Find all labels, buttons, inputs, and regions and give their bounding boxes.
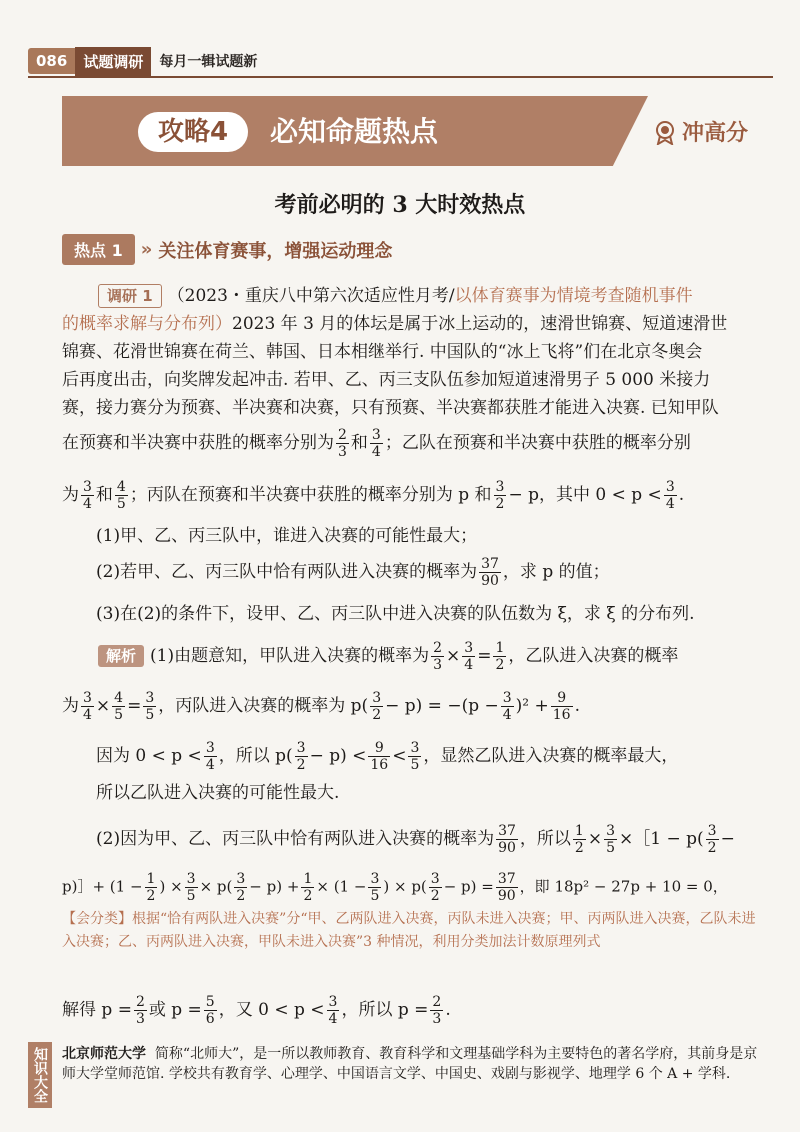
question-line: [62, 427, 691, 460]
page-number: 086: [28, 48, 75, 74]
solution-text: − p) =: [443, 877, 494, 896]
fraction: $\frac{3}{2}$: [430, 871, 440, 904]
solution-text: ，所以 p =: [341, 1000, 429, 1020]
solution-line: [98, 640, 678, 673]
solution-text: × (1 −: [316, 877, 367, 896]
question-text: 为: [62, 485, 79, 505]
knowledge-sidebar-tag: 知识大全: [28, 1042, 52, 1108]
solution-text: 解得 p =: [62, 1000, 132, 1020]
footer-title: 北京师范大学: [62, 1046, 146, 1062]
solution-line: [62, 871, 728, 904]
question-tag: 调研 1: [98, 284, 162, 308]
fraction: $\frac{3}{5}$: [370, 871, 380, 904]
question-text: ；丙队在预赛和半决赛中获胜的概率分别为 p 和: [129, 485, 492, 505]
solution-text: 因为 0 < p <: [96, 746, 202, 766]
question-line: [62, 311, 727, 337]
solution-line: [62, 690, 580, 723]
section-name: 试题调研: [75, 47, 151, 76]
source-text: （2023・重庆八中第六次适应性月考/: [167, 286, 455, 306]
solution-line: [62, 994, 451, 1027]
fraction: $\frac{3}{4}$: [205, 740, 215, 773]
fraction: $\frac{1}{2}$: [146, 871, 156, 904]
chevron-right-icon: »: [140, 239, 153, 260]
fraction: $\frac{3}{5}$: [145, 690, 155, 723]
question-text: − p，其中 0 < p <: [508, 485, 662, 505]
solution-text: .: [445, 1000, 451, 1020]
fraction: $\frac{9}{16}$: [552, 690, 571, 723]
question-text: ，求 p 的值；: [502, 562, 610, 582]
solution-text: − p) = −(p −: [385, 696, 499, 716]
solution-text: ，乙队进入决赛的概率: [508, 646, 679, 666]
fraction: $\frac{9}{16}$: [370, 740, 389, 773]
fraction: $\frac{3}{4}$: [502, 690, 512, 723]
rank-label: [652, 116, 748, 147]
hot-topic-tag: 热点 1: [62, 234, 135, 265]
solution-text: ，显然乙队进入决赛的概率最大，: [423, 746, 679, 766]
fraction: $\frac{3}{4}$: [328, 994, 338, 1027]
solution-text: =: [127, 696, 142, 716]
fraction: $\frac{3}{2}$: [372, 690, 382, 723]
solution-line: [96, 823, 735, 856]
solution-line: 所以乙队进入决赛的可能性最大.: [96, 783, 340, 803]
fraction: $\frac{2}{3}$: [432, 994, 442, 1027]
fraction: $\frac{3}{5}$: [606, 823, 616, 856]
question-line: 赛，接力赛分为预赛、半决赛和决赛，只有预赛、半决赛都获胜才能进入决赛. 已知甲队: [62, 398, 719, 418]
solution-line: [96, 740, 678, 773]
hot-topic-text: 关注体育赛事，增强运动理念: [158, 240, 393, 262]
fraction: $\frac{2}{3}$: [135, 994, 145, 1027]
classification-note: 【会分类】根据“恰有两队进入决赛”分“甲、乙两队进入决赛，丙队未进入决赛；甲、丙两队进入决赛，乙队未进入决赛；乙、丙两队进入决赛，甲队未进入决赛”3 种情况，利用分类加法计数原理列式: [62, 911, 756, 950]
fraction: $\frac{1}{2}$: [495, 640, 505, 673]
solution-text: −: [720, 829, 735, 849]
question-text: 和: [95, 485, 113, 505]
header-subtitle: 每月一辑试题新: [159, 54, 258, 70]
solution-text: ，即 18p² − 27p + 10 = 0，: [519, 877, 728, 896]
fraction: $\frac{1}{2}$: [574, 823, 584, 856]
medal-icon: [652, 119, 678, 145]
source-topic: 的概率求解与分布列）: [62, 314, 232, 334]
solution-text: − p) +: [249, 877, 300, 896]
footer-text: 简称“北师大”，是一所以教师教育、教育科学和文理基础学科为主要特色的著名学府，其前身是京师大学堂师范馆. 学校共有教育学、心理学、中国语言文学、中国史、戏剧与影视学、地理学 6 个 A + 学科.: [62, 1046, 758, 1082]
solution-text: ×: [446, 646, 461, 666]
question-text: 和: [350, 433, 368, 453]
main-title: 考前必明的 3 大时效热点: [274, 192, 526, 218]
question-text: ；乙队在预赛和半决赛中获胜的概率分别: [384, 433, 691, 453]
solution-text: ，所以: [519, 829, 571, 849]
solution-text: ) ×: [159, 877, 183, 896]
question-line: 后再度出击，向奖牌发起冲击. 若甲、乙、丙三支队伍参加短道速滑男子 5 000 米接力: [62, 370, 711, 390]
header-divider: [28, 76, 773, 78]
solution-text: (1)由题意知，甲队进入决赛的概率为: [150, 646, 430, 666]
solution-text: (2)因为甲、乙、丙三队中恰有两队进入决赛的概率为: [96, 829, 495, 849]
fraction: $\frac{1}{2}$: [303, 871, 313, 904]
solution-text: − p) <: [309, 746, 367, 766]
hot-topic-header: [62, 234, 392, 265]
question-text: 在预赛和半决赛中获胜的概率分别为: [62, 433, 334, 453]
footer-note: [62, 1044, 762, 1084]
fraction: $\frac{3}{5}$: [186, 871, 196, 904]
fraction: $\frac{2}{3}$: [338, 427, 347, 460]
solution-text: 为: [62, 696, 79, 716]
banner-title: 必知命题热点: [270, 115, 439, 148]
fraction: $\frac{3}{4}$: [83, 479, 92, 512]
solution-text: × p(: [199, 877, 233, 896]
strategy-badge: 攻略4: [138, 112, 248, 152]
fraction: $\frac{37}{90}$: [498, 823, 516, 856]
source-topic: 以体育赛事为情境考查随机事件: [454, 286, 693, 306]
question-text: .: [678, 485, 685, 505]
question-part-2: [96, 556, 610, 589]
fraction: $\frac{3}{2}$: [296, 740, 306, 773]
solution-text: ) × p(: [383, 877, 427, 896]
solution-text: ×［1 − p(: [619, 829, 704, 849]
question-line: [98, 283, 693, 309]
question-text: 2023 年 3 月的体坛是属于冰上运动的，速滑世锦赛、短道速滑世: [232, 314, 728, 334]
page-header: [28, 46, 257, 76]
fraction: $\frac{3}{2}$: [495, 479, 505, 512]
fraction: $\frac{4}{5}$: [116, 479, 126, 512]
question-part-3: (3)在(2)的条件下，设甲、乙、丙三队中进入决赛的队伍数为 ξ，求 ξ 的分布列.: [96, 604, 695, 624]
solution-text: =: [477, 646, 492, 666]
rank-text: 冲高分: [682, 121, 749, 146]
fraction: $\frac{4}{5}$: [114, 690, 124, 723]
solution-text: )² +: [515, 696, 549, 716]
solution-text: .: [574, 696, 580, 716]
solution-text: ×: [95, 696, 111, 716]
question-line: 锦赛、花滑世锦赛在荷兰、韩国、日本相继举行. 中国队的“冰上飞将”们在北京冬奥会: [62, 342, 703, 362]
fraction: $\frac{37}{90}$: [481, 556, 499, 589]
fraction: $\frac{3}{2}$: [236, 871, 246, 904]
fraction: $\frac{5}{6}$: [205, 994, 215, 1027]
question-text: (2)若甲、乙、丙三队中恰有两队进入决赛的概率为: [96, 562, 478, 582]
fraction: $\frac{2}{3}$: [433, 640, 443, 673]
fraction: $\frac{37}{90}$: [497, 871, 516, 904]
solution-text: ×: [587, 829, 603, 849]
solution-text: ，所以 p(: [218, 746, 293, 766]
solution-text: ，丙队进入决赛的概率为 p(: [158, 696, 369, 716]
fraction: $\frac{3}{4}$: [464, 640, 474, 673]
solution-text: <: [392, 746, 407, 766]
solution-tag: 解析: [98, 645, 144, 667]
fraction: $\frac{3}{2}$: [707, 823, 717, 856]
solution-text: 或 p =: [148, 1000, 202, 1020]
fraction: $\frac{3}{5}$: [410, 740, 420, 773]
question-line: [62, 479, 684, 512]
solution-text: ，又 0 < p <: [218, 1000, 325, 1020]
fraction: $\frac{3}{4}$: [665, 479, 675, 512]
fraction: $\frac{3}{4}$: [83, 690, 92, 723]
question-part-1: (1)甲、乙、丙三队中，谁进入决赛的可能性最大；: [96, 526, 478, 546]
fraction: $\frac{3}{4}$: [371, 427, 381, 460]
solution-text: p)］+ (1 −: [62, 877, 143, 896]
